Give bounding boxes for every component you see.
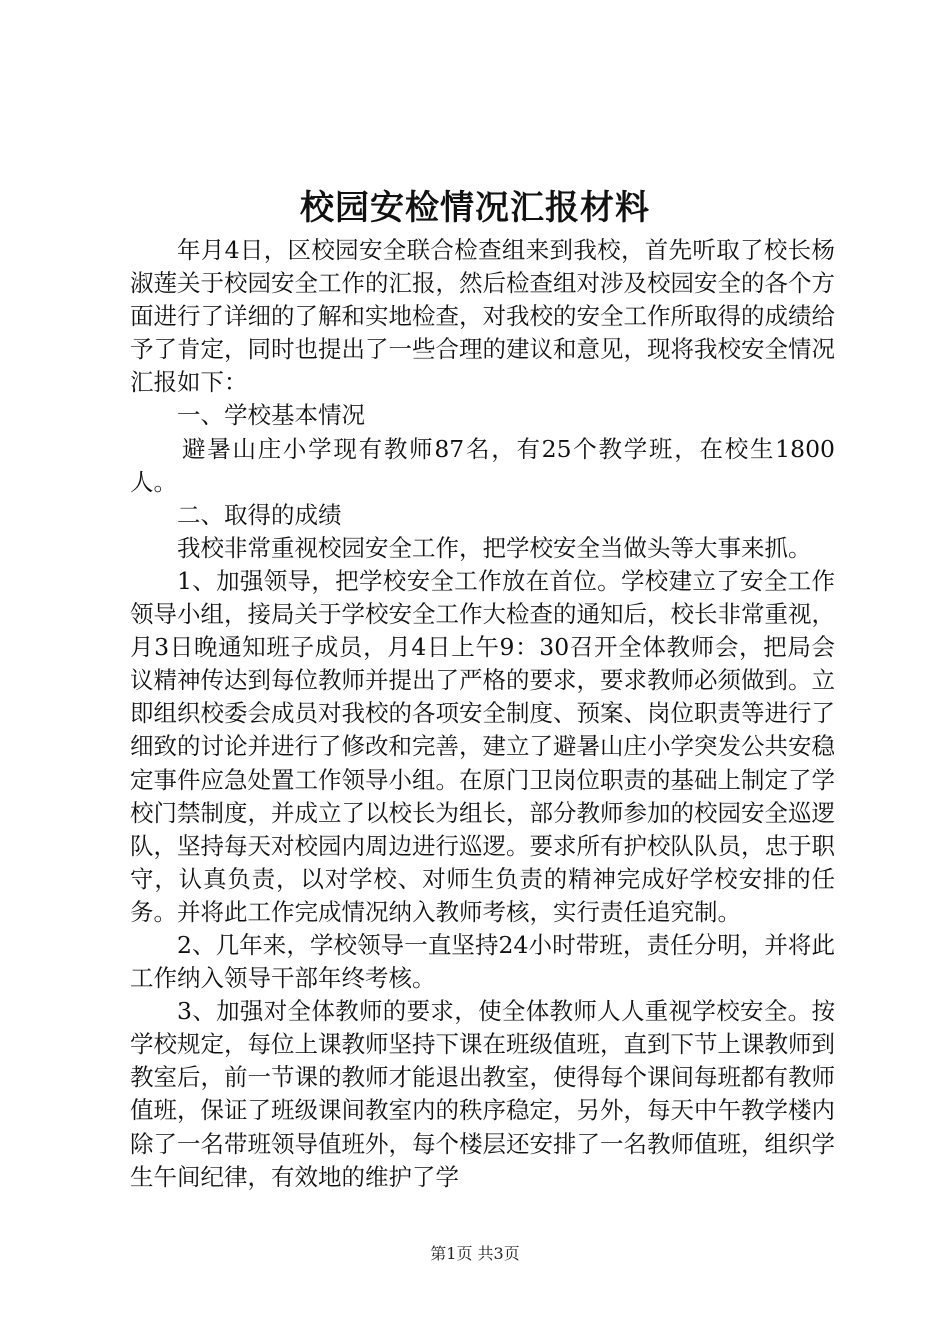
- section-heading-basic-info: 一、学校基本情况: [177, 401, 365, 430]
- achievements-intro-paragraph: 我校非常重视校园安全工作，把学校安全当做头等大事来抓。: [177, 533, 812, 562]
- section-heading-achievements: 二、取得的成绩: [177, 500, 342, 529]
- page-footer: 第1页 共3页: [430, 1244, 520, 1263]
- basic-info-paragraph: 避暑山庄小学现有教师87名，有25个教学班，在校生1800人。: [130, 434, 835, 496]
- document-title: 校园安检情况汇报材料: [300, 188, 650, 228]
- leadership-paragraph: 1、加强领导，把学校安全工作放在首位。学校建立了安全工作领导小组，接局关于学校安全工作大检查的通知后，校长非常重视，月3日晚通知班子成员，月4日上午9：30召开全体教师会，把局会议精神传达到每位教师并提出了严格的要求，要求教师必须做到。立即组织校委会成员对我校的各项安全制度、预案、岗位职责等进行了细致的讨论并进行了修改和完善，建立了避暑山庄小学突发公共安稳定事件应急处置工作领导小组。在原门卫岗位职责的基础上制定了学校门禁制度，并成立了以校长为组长，部分教师参加的校园安全巡逻队，坚持每天对校园内周边进行巡逻。要求所有护校队队员，忠于职守，认真负责，以对学校、对师生负责的精神完成好学校安排的任务。并将此工作完成情况纳入教师考核，实行责任追究制。: [130, 566, 835, 926]
- intro-paragraph: 年月4日，区校园安全联合检查组来到我校，首先听取了校长杨淑莲关于校园安全工作的汇报，然后检查组对涉及校园安全的各个方面进行了详细的了解和实地检查，对我校的安全工作所取得的成绩给予了肯定，同时也提出了一些合理的建议和意见，现将我校安全情况汇报如下：: [130, 236, 835, 397]
- duty-shift-paragraph: 2、几年来，学校领导一直坚持24小时带班，责任分明，并将此工作纳入领导干部年终考核。: [130, 930, 835, 993]
- document-body: [130, 234, 835, 1194]
- teacher-requirements-paragraph: 3、加强对全体教师的要求，使全体教师人人重视学校安全。按学校规定，每位上课教师坚持下课在班级值班，直到下节上课教师到教室后，前一节课的教师才能退出教室，使得每个课间每班都有教师值班，保证了班级课间教室内的秩序稳定，另外，每天中午教学楼内除了一名带班领导值班外，每个楼层还安排了一名教师值班，组织学生午间纪律，有效地的维护了学: [130, 997, 835, 1191]
